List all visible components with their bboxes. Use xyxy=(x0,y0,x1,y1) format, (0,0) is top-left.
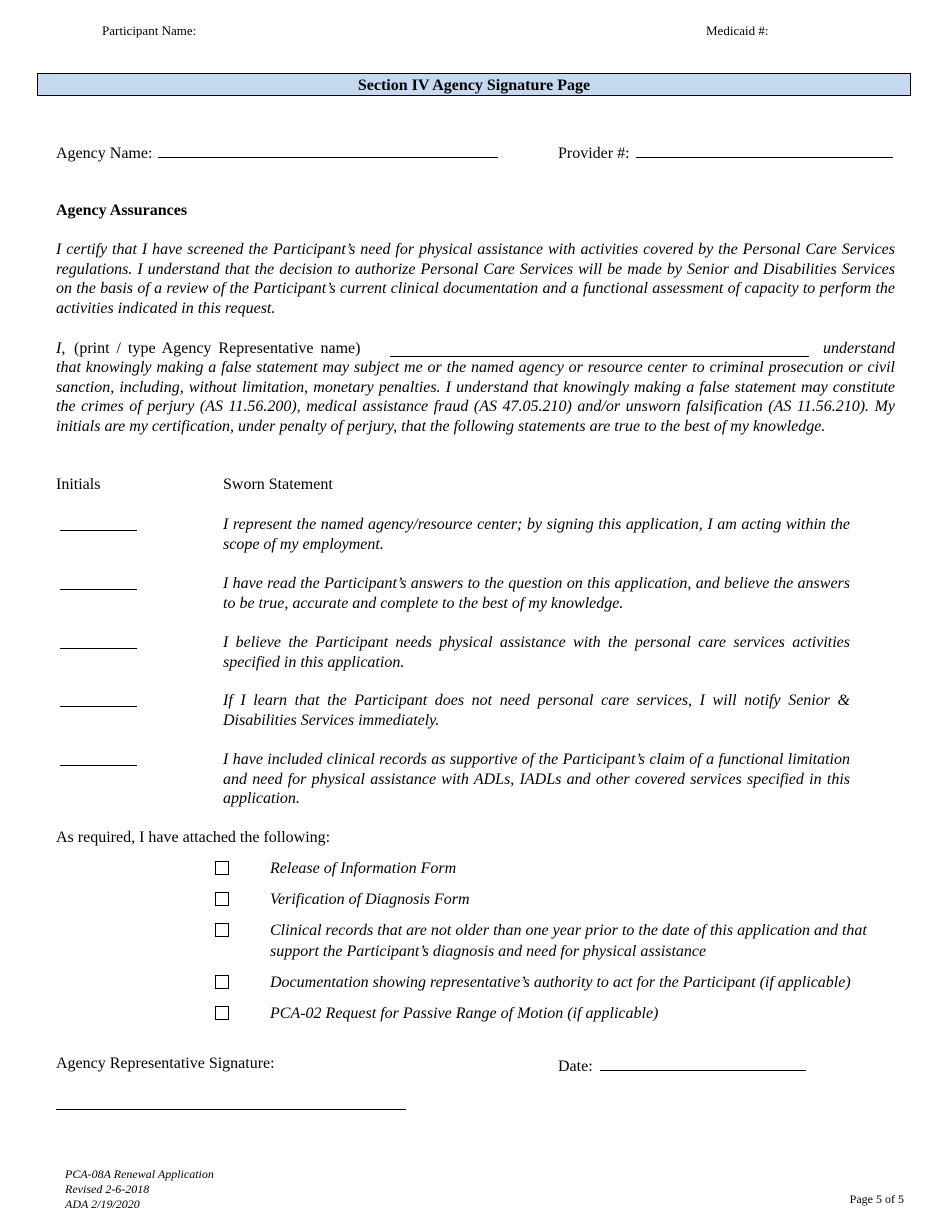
provider-number-label: Provider #: xyxy=(558,145,630,162)
initials-blank-5[interactable] xyxy=(60,765,137,766)
initials-column-header: Initials xyxy=(56,476,101,493)
clinical-records-checkbox[interactable] xyxy=(215,923,229,937)
initials-blank-1[interactable] xyxy=(60,530,137,531)
sworn-statement-1: I represent the named agency/resource center; by signing this application, I am acting within the scope of my employment. xyxy=(223,516,850,553)
footer-ada: ADA 2/19/2020 xyxy=(65,1197,140,1211)
rep-understand-text: understand xyxy=(823,340,895,357)
agency-name-field xyxy=(56,142,498,163)
initials-blank-4[interactable] xyxy=(60,706,137,707)
representative-authority-checkbox[interactable] xyxy=(215,975,229,989)
initials-blank-2[interactable] xyxy=(60,589,137,590)
agency-name-blank[interactable] xyxy=(158,142,498,158)
provider-number-blank[interactable] xyxy=(636,142,893,158)
sworn-statement-column-header: Sworn Statement xyxy=(223,476,333,493)
certify-paragraph: I certify that I have screened the Participant’s need for physical assistance with activities covered by the Personal Care Services regulations. I understand that the decision to authorize Personal Care Services will be made by Senior and Disabilities Services on the basis of a review of the Participant’s current clinical documentation and a functional assessment of capacity to perform the activities indicated in this request. xyxy=(56,241,895,317)
attachment-item-4: Documentation showing representative’s authority to act for the Participant (if applicable) xyxy=(270,974,851,991)
rep-print-label: (print / type Agency Representative name) xyxy=(74,340,361,357)
footer-form-id: PCA-08A Renewal Application xyxy=(65,1167,214,1181)
date-field xyxy=(558,1055,806,1076)
footer-revised: Revised 2-6-2018 xyxy=(65,1182,150,1196)
attachment-item-1: Release of Information Form xyxy=(270,860,457,877)
rep-statement-paragraph: that knowingly making a false statement may subject me or the named agency or resource center to criminal prosecution or civil sanction, including, without limitation, monetary penalties. I understand that knowingly making a false statement may constitute the crimes of perjury (AS 11.56.200), medical assistance fraud (AS 47.05.210) and/or unsworn falsification (AS 11.56.210). My initials are my certification, under penalty of perjury, that the following statements are true to the best of my knowledge. xyxy=(56,359,895,435)
date-blank[interactable] xyxy=(600,1055,806,1071)
attachments-intro: As required, I have attached the following: xyxy=(56,829,331,846)
signature-blank[interactable] xyxy=(56,1109,406,1110)
attachment-item-2: Verification of Diagnosis Form xyxy=(270,891,470,908)
agency-name-label: Agency Name: xyxy=(56,145,153,162)
signature-label: Agency Representative Signature: xyxy=(56,1055,275,1072)
date-label: Date: xyxy=(558,1058,593,1075)
attachment-item-3: Clinical records that are not older than one year prior to the date of this application and that support the Participant’s diagnosis and need for physical assistance xyxy=(270,922,867,960)
rep-name-blank[interactable] xyxy=(390,342,809,357)
verification-of-diagnosis-checkbox[interactable] xyxy=(215,892,229,906)
provider-number-field xyxy=(558,142,893,163)
sworn-statement-2: I have read the Participant’s answers to the question on this application, and believe the answers to be true, accurate and complete to the best of my knowledge. xyxy=(223,575,850,612)
sworn-statement-5: I have included clinical records as supportive of the Participant’s claim of a functional limitation and need for physical assistance with ADLs, IADLs and other covered services specified in this application. xyxy=(223,751,850,808)
release-of-information-checkbox[interactable] xyxy=(215,861,229,875)
sworn-statement-3: I believe the Participant needs physical assistance with the personal care services activities specified in this application. xyxy=(223,634,850,671)
rep-i-text: I, xyxy=(56,340,66,357)
participant-name-label: Participant Name: xyxy=(102,23,197,38)
sworn-statement-4: If I learn that the Participant does not need personal care services, I will notify Senior & Disabilities Services immediately. xyxy=(223,692,850,729)
section-title: Section IV Agency Signature Page xyxy=(37,73,911,96)
initials-blank-3[interactable] xyxy=(60,648,137,649)
attachment-item-5: PCA-02 Request for Passive Range of Motion (if applicable) xyxy=(270,1005,659,1022)
agency-assurances-heading: Agency Assurances xyxy=(56,202,188,219)
page-number: Page 5 of 5 xyxy=(849,1192,904,1206)
medicaid-number-label: Medicaid #: xyxy=(706,23,769,38)
pca-02-request-checkbox[interactable] xyxy=(215,1006,229,1020)
footer-form-info xyxy=(65,1167,214,1212)
rep-name-line xyxy=(56,339,895,359)
